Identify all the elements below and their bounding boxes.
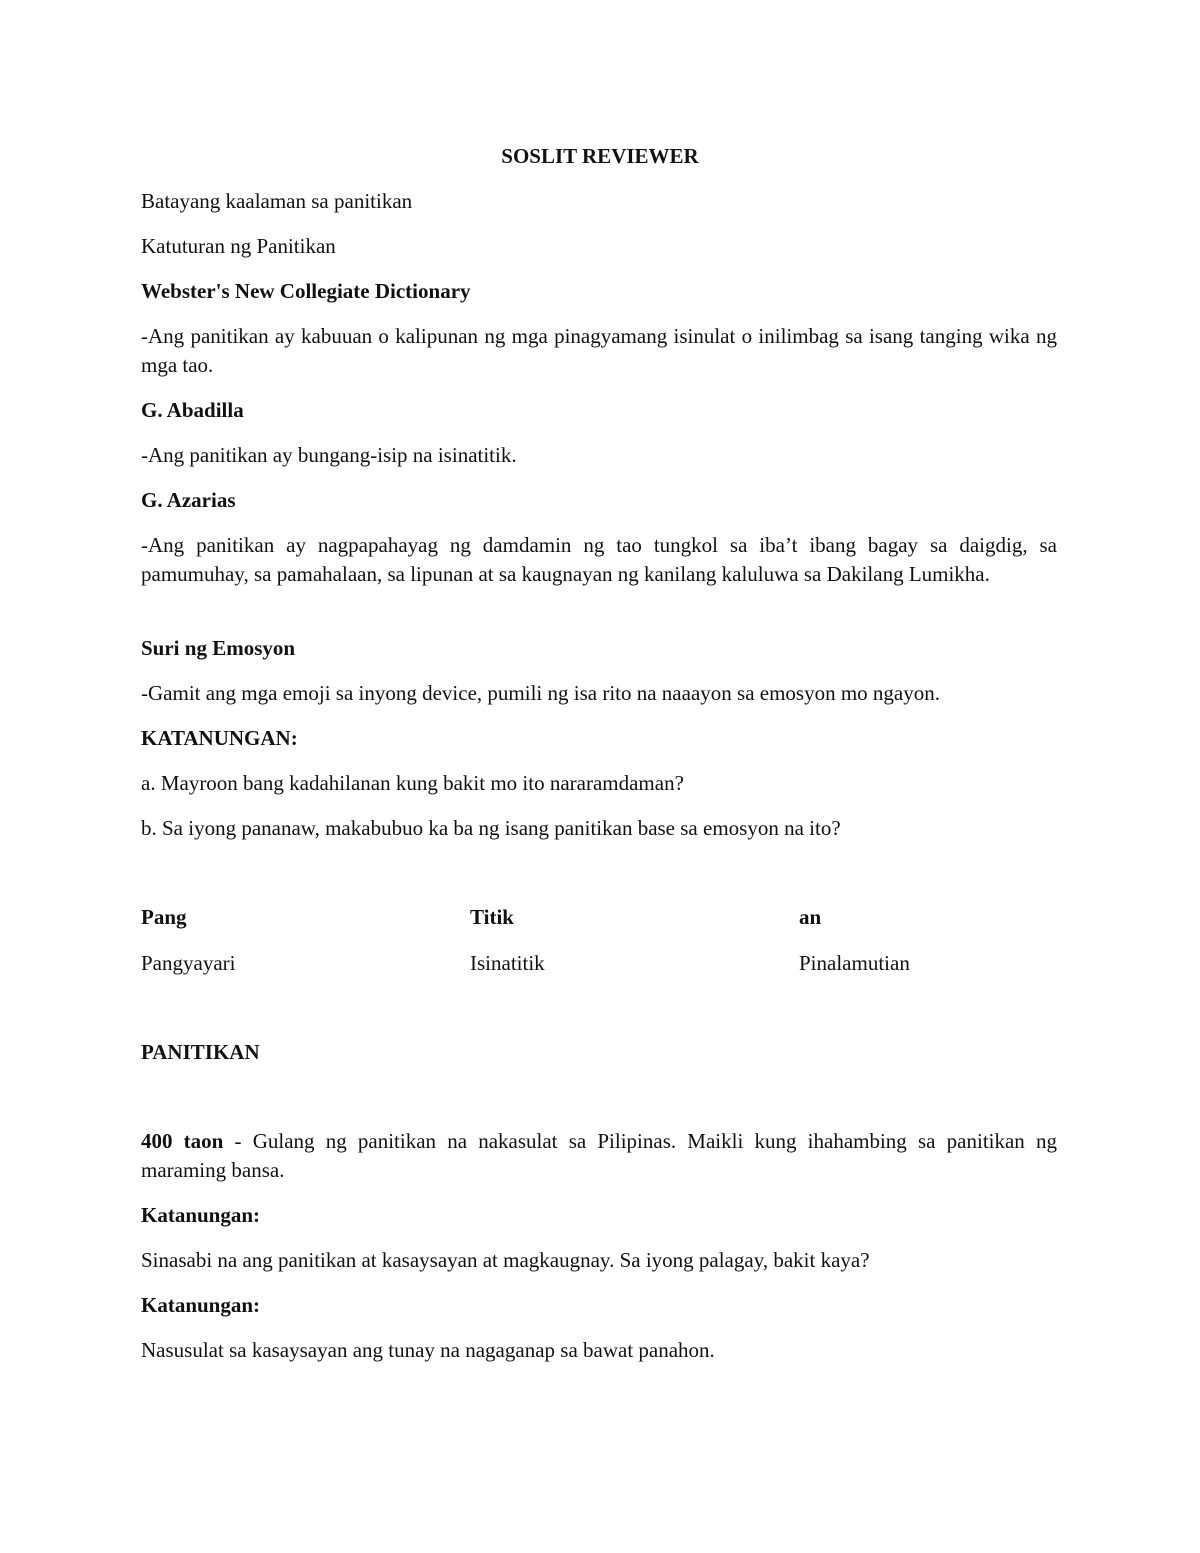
definition-text-azarias: -Ang panitikan ay nagpapahayag ng damdamin ng tao tungkol sa iba’t ibang bagay sa daigdig, sa pamumuhay, sa pamahalaan, sa lipunan at sa kaugnayan ng kanilang kaluluwa sa Dakilang Lumikha.	[141, 533, 1057, 586]
definition-source-azarias: G. Azarias	[141, 488, 236, 512]
word-table-cell: Isinatitik	[470, 951, 545, 975]
definition-text-webster: -Ang panitikan ay kabuuan o kalipunan ng mga pinagyamang isinulat o inilimbag sa isang tanging wika ng mga tao.	[141, 324, 1057, 377]
panitikan-heading: PANITIKAN	[141, 1040, 260, 1064]
definition-source-abadilla: G. Abadilla	[141, 398, 244, 422]
word-table-header: Titik	[470, 905, 514, 929]
question-block-heading: Katanungan:	[141, 1203, 261, 1227]
section-heading: Katuturan ng Panitikan	[141, 234, 336, 258]
question-block-text: Nasusulat sa kasaysayan ang tunay na nagaganap sa bawat panahon.	[141, 1338, 715, 1362]
suri-heading: Suri ng Emosyon	[141, 636, 296, 660]
taon-term: 400 taon	[141, 1129, 224, 1153]
katanungan-heading: KATANUNGAN:	[141, 726, 298, 750]
katanungan-item-b: b. Sa iyong pananaw, makabubuo ka ba ng isang panitikan base sa emosyon na ito?	[141, 816, 841, 840]
word-table-cell: Pinalamutian	[799, 951, 910, 975]
taon-paragraph	[141, 1127, 1057, 1185]
word-table-header: an	[799, 905, 822, 929]
definition-text-abadilla: -Ang panitikan ay bungang-isip na isinatitik.	[141, 443, 517, 467]
word-table-cell: Pangyayari	[141, 951, 236, 975]
katanungan-item-a: a. Mayroon bang kadahilanan kung bakit mo ito nararamdaman?	[141, 771, 684, 795]
question-block-text: Sinasabi na ang panitikan at kasaysayan at magkaugnay. Sa iyong palagay, bakit kaya?	[141, 1248, 870, 1272]
suri-text: -Gamit ang mga emoji sa inyong device, pumili ng isa rito na naaayon sa emosyon mo ngayon.	[141, 681, 940, 705]
question-block-heading: Katanungan:	[141, 1293, 261, 1317]
word-table-header: Pang	[141, 905, 187, 929]
definition-source-webster: Webster's New Collegiate Dictionary	[141, 279, 471, 303]
taon-text: - Gulang ng panitikan na nakasulat sa Pilipinas. Maikli kung ihahambing sa panitikan ng maraming bansa.	[141, 1129, 1057, 1182]
document-title: SOSLIT REVIEWER	[501, 144, 699, 168]
document-subtitle: Batayang kaalaman sa panitikan	[141, 189, 413, 213]
